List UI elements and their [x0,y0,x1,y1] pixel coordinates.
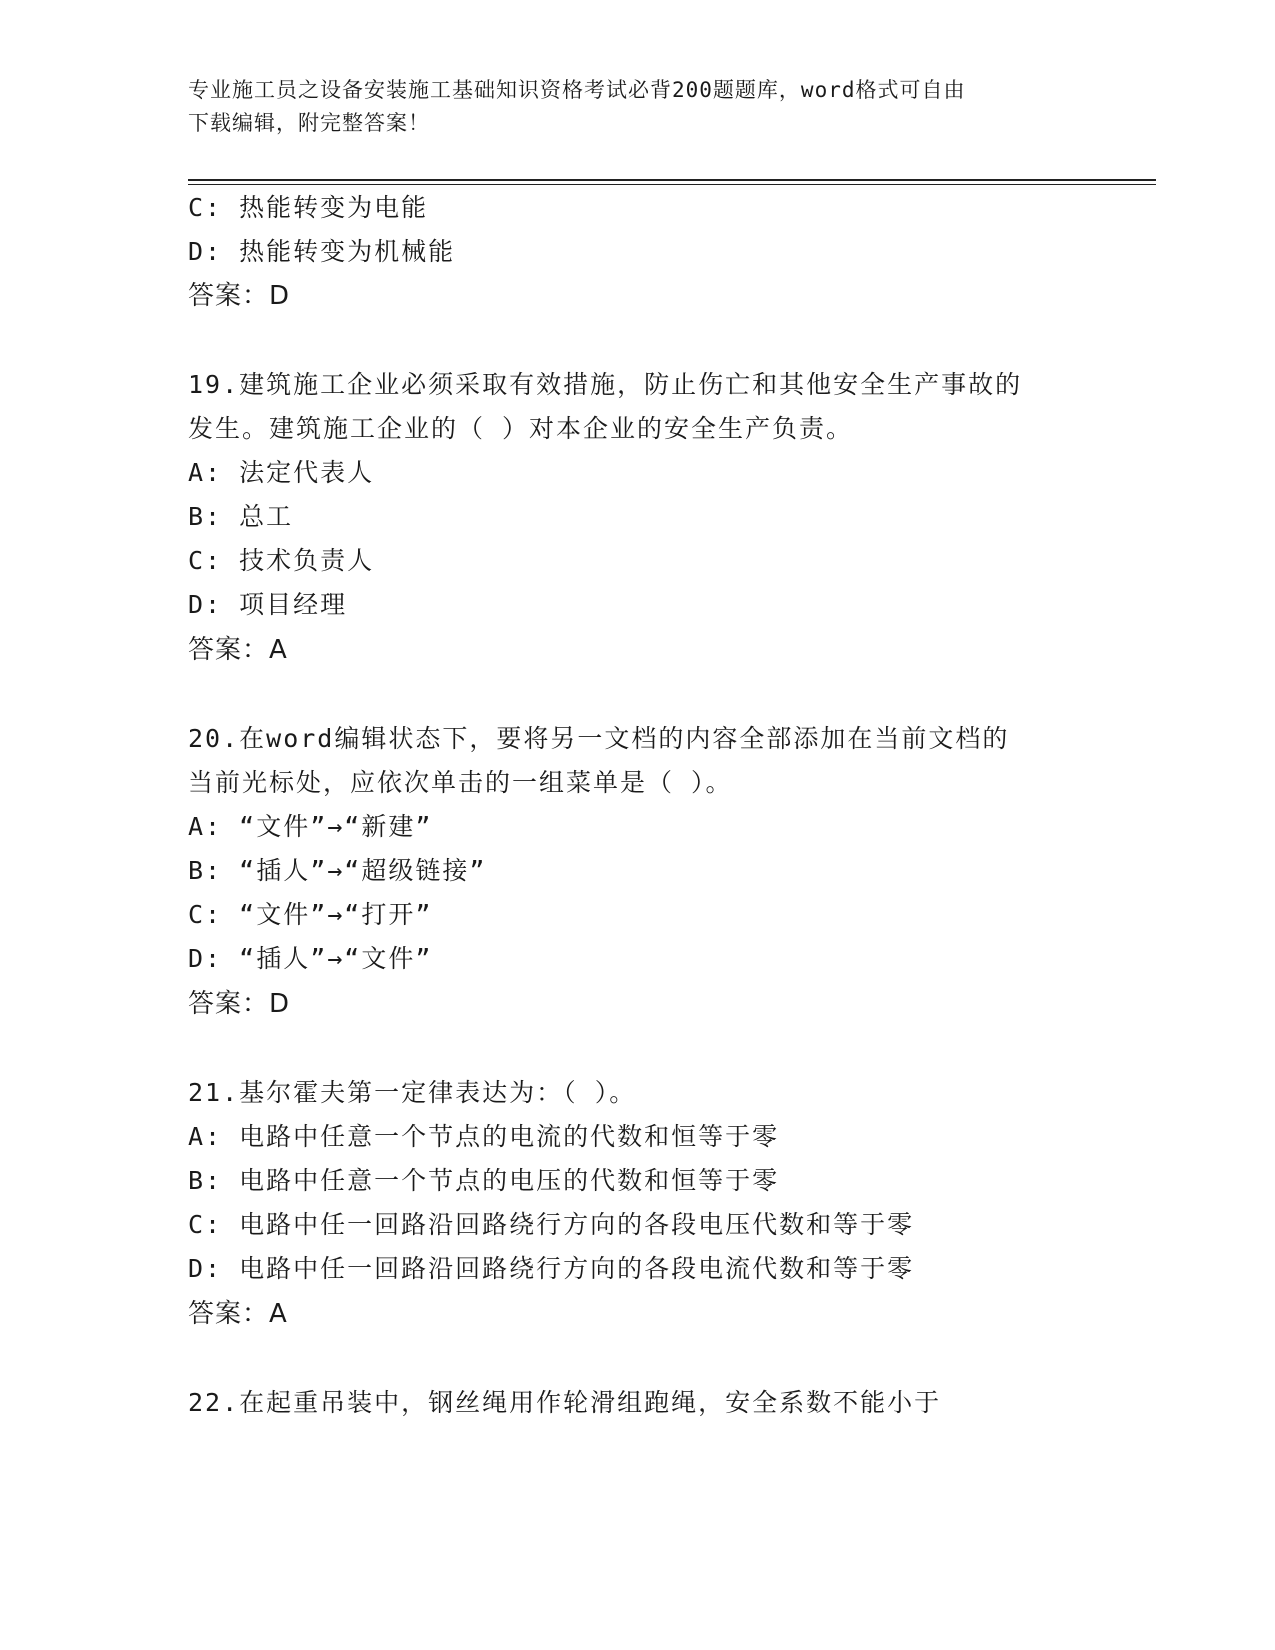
q20-stem-line-2: 当前光标处，应依次单击的一组菜单是（ ）。 [188,768,733,797]
q20-option-a: A: “文件”→“新建” [188,812,433,841]
header-line-2: 下载编辑，附完整答案！ [188,111,430,135]
header-line-1: 专业施工员之设备安装施工基础知识资格考试必背200题题库，word格式可自由 [188,78,966,102]
q19-option-a: A: 法定代表人 [188,458,375,487]
q20-answer: 答案：D [188,989,291,1019]
q22-stem-line-1: 22.在起重吊装中，钢丝绳用作轮滑组跑绳，安全系数不能小于 [188,1388,942,1417]
q19-stem-line-2: 发生。建筑施工企业的（ ）对本企业的安全生产负责。 [188,414,854,443]
document-header [188,74,1088,140]
q21-option-c: C: 电路中任一回路沿回路绕行方向的各段电压代数和等于零 [188,1210,915,1239]
q18-option-d: D: 热能转变为机械能 [188,237,456,266]
q19-stem-line-1: 19.建筑施工企业必须采取有效措施，防止伤亡和其他安全生产事故的 [188,370,1023,399]
header-divider-thin [188,184,1156,185]
q19-option-c: C: 技术负责人 [188,546,375,575]
q19-option-b: B: 总工 [188,502,294,531]
q20-option-b: B: “插人”→“超级链接” [188,856,487,885]
q21-answer: 答案：A [188,1299,288,1329]
q20-option-d: D: “插人”→“文件” [188,944,433,973]
q20-option-c: C: “文件”→“打开” [188,900,433,929]
q21-stem-line-1: 21.基尔霍夫第一定律表达为：（ ）。 [188,1078,637,1107]
q18-option-c: C: 热能转变为电能 [188,193,429,222]
q19-option-d: D: 项目经理 [188,590,348,619]
q20-stem-line-1: 20.在word编辑状态下，要将另一文档的内容全部添加在当前文档的 [188,724,1010,753]
q21-option-a: A: 电路中任意一个节点的电流的代数和恒等于零 [188,1122,780,1151]
header-divider-thick [188,179,1156,181]
q21-option-d: D: 电路中任一回路沿回路绕行方向的各段电流代数和等于零 [188,1254,915,1283]
q21-option-b: B: 电路中任意一个节点的电压的代数和恒等于零 [188,1166,780,1195]
q18-answer: 答案：D [188,281,291,311]
q19-answer: 答案：A [188,635,288,665]
